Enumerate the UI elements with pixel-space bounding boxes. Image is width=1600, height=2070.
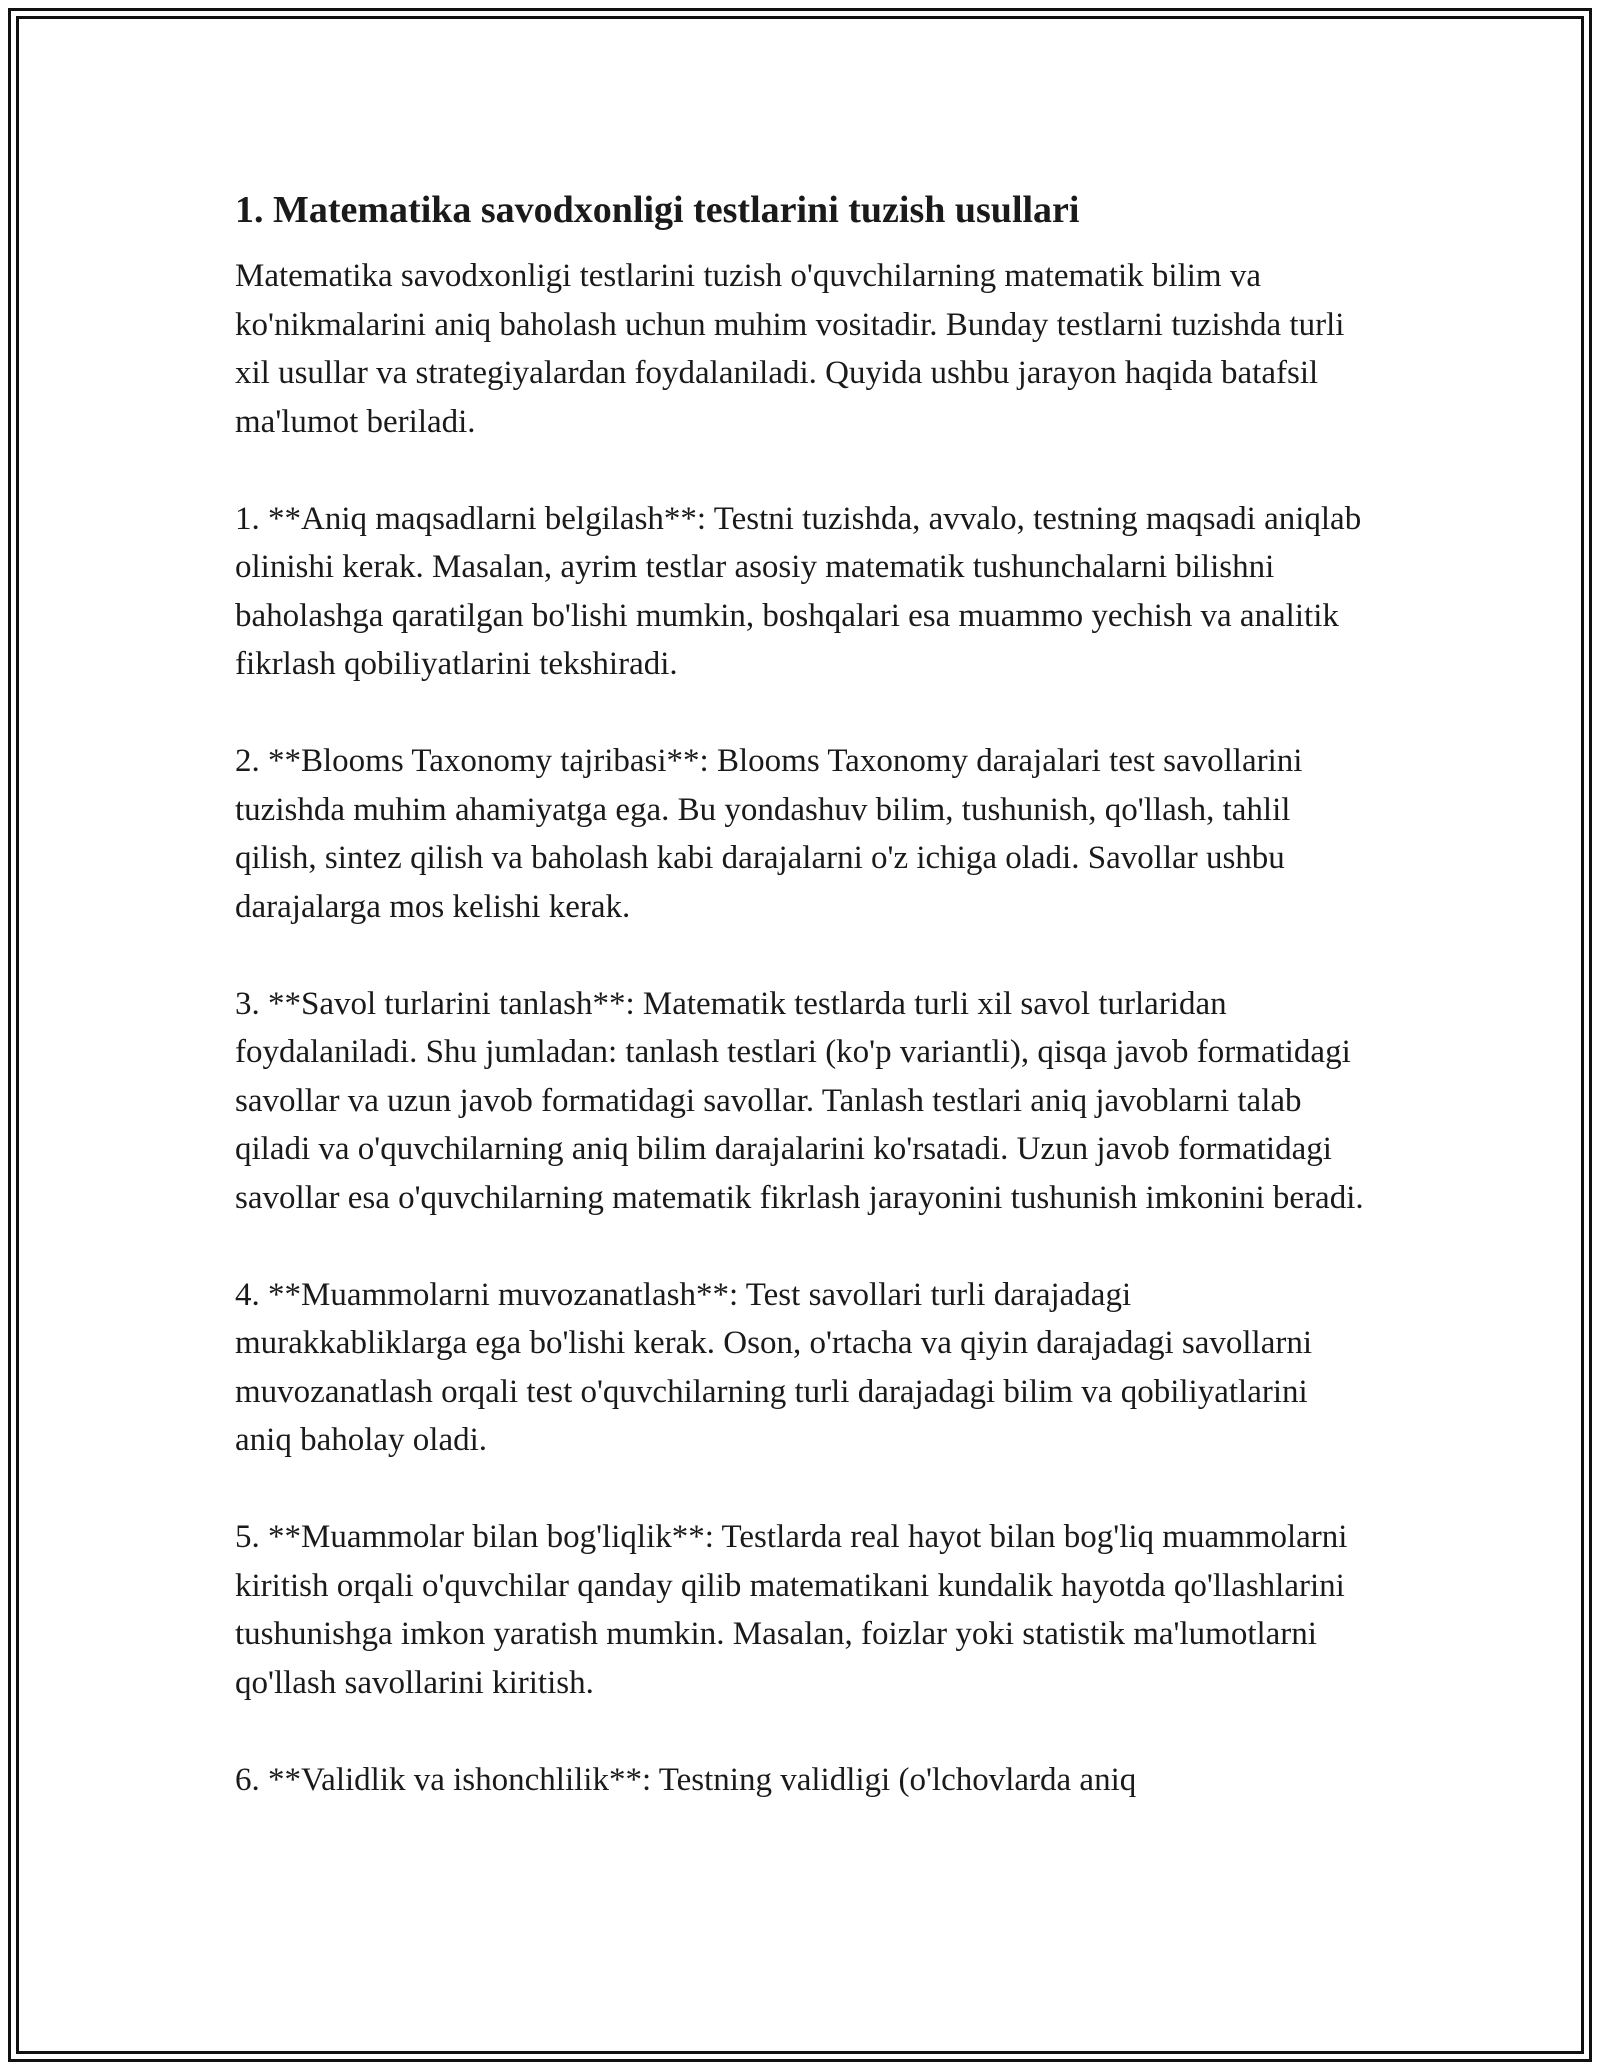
point-6-paragraph: 6. **Validlik va ishonchlilik**: Testning validligi (o'lchovlarda aniq: [235, 1761, 1137, 1798]
point-4-paragraph: 4. **Muammolarni muvozanatlash**: Test savollari turli darajadagi murakkabliklarga ega bo'lishi kerak. Oson, o'rtacha va qiyin darajadagi savollarni muvozanatlash orqali test o'quvchilarning turli darajadagi bilim va qobiliyatlarini aniq baholay oladi.: [235, 1276, 1313, 1458]
intro-paragraph: Matematika savodxonligi testlarini tuzish o'quvchilarning matematik bilim va ko'nikmalarini aniq baholash uchun muhim vositadir. Bunday testlarni tuzishda turli xil usullar va strategiyalardan foydalaniladi. Quyida ushbu jarayon haqida batafsil ma'lumot beriladi.: [235, 258, 1345, 440]
point-3-paragraph: 3. **Savol turlarini tanlash**: Matematik testlarda turli xil savol turlaridan foydalaniladi. Shu jumladan: tanlash testlari (ko'p variantli), qisqa javob formatidagi savollar va uzun javob formatidagi savollar. Tanlash testlari aniq javoblarni talab qiladi va o'quvchilarning aniq bilim darajalarini ko'rsatadi. Uzun javob formatidagi savollar esa o'quvchilarning matematik fikrlash jarayonini tushunish imkonini beradi.: [235, 985, 1364, 1216]
point-5-paragraph: 5. **Muammolar bilan bog'liqlik**: Testlarda real hayot bilan bog'liq muammolarni kiritish orqali o'quvchilar qanday qilib matematikani kundalik hayotda qo'llashlarini tushunishga imkon yaratish mumkin. Masalan, foizlar yoki statistik ma'lumotlarni qo'llash savollarini kiritish.: [235, 1519, 1348, 1701]
document-title: 1. Matematika savodxonligi testlarini tuzish usullari: [235, 189, 1080, 231]
point-2-paragraph: 2. **Blooms Taxonomy tajribasi**: Blooms Taxonomy darajalari test savollarini tuzishda muhim ahamiyatga ega. Bu yondashuv bilim, tushunish, qo'llash, tahlil qilish, sintez qilish va baholash kabi darajalarni o'z ichiga oladi. Savollar ushbu darajalarga mos kelishi kerak.: [235, 743, 1303, 925]
document-body: [235, 186, 1370, 1853]
point-1-paragraph: 1. **Aniq maqsadlarni belgilash**: Testni tuzishda, avvalo, testning maqsadi aniqlab olinishi kerak. Masalan, ayrim testlar asosiy matematik tushunchalarni bilishni baholashga qaratilgan bo'lishi mumkin, boshqalari esa muammo yechish va analitik fikrlash qobiliyatlarini tekshiradi.: [235, 500, 1362, 682]
